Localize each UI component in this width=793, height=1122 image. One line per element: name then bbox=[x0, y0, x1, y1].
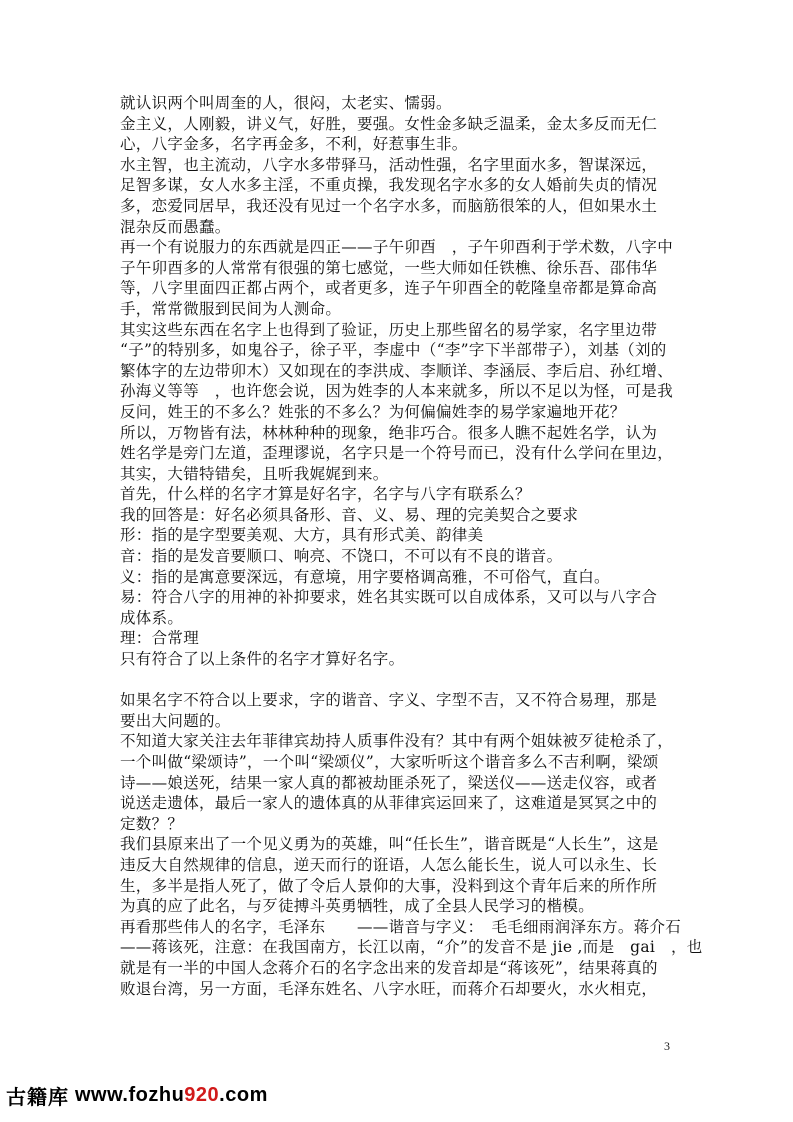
text-line: 诗——娘送死，结果一家人真的都被劫匪杀死了，梁送仪——送走仪容，或者 bbox=[120, 773, 658, 792]
watermark-url-prefix: www.fozhu bbox=[75, 1083, 185, 1106]
text-line: 我们县原来出了一个见义勇为的英雄，叫“任长生”，谐音既是“人长生”，这是 bbox=[120, 835, 659, 854]
site-watermark bbox=[6, 1082, 268, 1108]
text-line: 形：指的是字型要美观、大方，具有形式美、韵律美 bbox=[120, 526, 484, 545]
watermark-url bbox=[75, 1084, 268, 1107]
text-line: 理：合常理 bbox=[120, 629, 200, 648]
text-line: 反问，姓王的不多么？姓张的不多么？为何偏偏姓李的易学家遍地开花？ bbox=[120, 402, 626, 421]
text-line: 水主智，也主流动，八字水多带驿马，活动性强，名字里面水多，智谋深远， bbox=[120, 155, 658, 174]
text-line: 一个叫做“梁颂诗”，一个叫“梁颂仪”，大家听听这个谐音多么不吉利啊，梁颂 bbox=[120, 753, 659, 771]
text-line: 就认识两个叫周奎的人，很闷，太老实、懦弱。 bbox=[120, 94, 452, 112]
text-line: 音：指的是发音要顺口、响亮、不饶口，不可以有不良的谐音。 bbox=[120, 547, 563, 566]
text-line: 足智多谋，女人水多主淫，不重贞操，我发现名字水多的女人婚前失贞的情况 bbox=[120, 176, 658, 195]
text-line: “子”的特别多，如鬼谷子，徐子平，李虚中（“李”字下半部带子），刘基（刘的 bbox=[120, 341, 667, 360]
text-line: 为真的应了此名，与歹徒搏斗英勇牺牲，成了全县人民学习的楷模。 bbox=[120, 897, 595, 916]
text-line: 首先，什么样的名字才算是好名字，名字与八字有联系么？ bbox=[120, 485, 531, 504]
text-line: ——蒋该死，注意：在我国南方，长江以南，“介”的发音不是 jie ,而是 gai ，也 bbox=[120, 938, 703, 957]
text-line: 再一个有说服力的东西就是四正——子午卯酉 ，子午卯酉利于学术数，八字中 bbox=[120, 238, 674, 257]
text-line: 姓名学是旁门左道，歪理谬说，名字只是一个符号而已，没有什么学问在里边， bbox=[120, 444, 674, 463]
document-body bbox=[120, 93, 703, 999]
text-line: 再看那些伟人的名字，毛泽东 ——谐音与字义： 毛毛细雨润泽东方。蒋介石 bbox=[120, 917, 682, 936]
text-line: 多，恋爱同居早，我还没有见过一个名字水多，而脑筋很笨的人，但如果水土 bbox=[120, 196, 658, 215]
text-line: 败退台湾，另一方面，毛泽东姓名、八字水旺，而蒋介石却要火，水火相克， bbox=[120, 979, 658, 998]
text-line: 定数？？ bbox=[120, 814, 184, 833]
text-line: 孙海义等等 ，也许您会说，因为姓李的人本来就多，所以不足以为怪，可是我 bbox=[120, 382, 674, 401]
text-line: 其实，大错特错矣，且听我娓娓到来。 bbox=[120, 464, 389, 483]
text-line: 子午卯酉多的人常常有很强的第七感觉，一些大师如任铁樵、徐乐吾、邵伟华 bbox=[120, 258, 658, 277]
watermark-url-suffix: .com bbox=[219, 1083, 268, 1106]
text-line: 义：指的是寓意要深远，有意境，用字要格调高雅，不可俗气，直白。 bbox=[120, 567, 610, 586]
text-line: 我的回答是：好名必须具备形、音、义、易、理的完美契合之要求 bbox=[120, 505, 579, 524]
text-line: 违反大自然规律的信息，逆天而行的诳语，人怎么能长生，说人可以永生、长 bbox=[120, 855, 658, 874]
text-line: 手，常常微服到民间为人测命。 bbox=[120, 299, 342, 318]
text-line: 生，多半是指人死了，做了令后人景仰的大事，没料到这个青年后来的所作所 bbox=[120, 876, 658, 895]
text-line: 易：符合八字的用神的补抑要求，姓名其实既可以自成体系，又可以与八字合 bbox=[120, 588, 658, 607]
text-line: 繁体字的左边带卯木）又如现在的李洪成、李顺详、李涵辰、李后启、孙红增、 bbox=[120, 361, 674, 380]
text-line: 不知道大家关注去年菲律宾劫持人质事件没有？其中有两个姐妹被歹徒枪杀了， bbox=[120, 732, 674, 751]
page-number: 3 bbox=[664, 1039, 670, 1053]
text-line: 要出大问题的。 bbox=[120, 711, 231, 730]
text-line: 混杂反而愚蠢。 bbox=[120, 217, 231, 236]
text-line: 只有符合了以上条件的名字才算好名字。 bbox=[120, 650, 405, 669]
text-line: 所以，万物皆有法，林林种种的现象，绝非巧合。很多人瞧不起姓名学，认为 bbox=[120, 423, 658, 442]
text-line: 等，八字里面四正都占两个，或者更多，连子午卯酉全的乾隆皇帝都是算命高 bbox=[120, 279, 658, 298]
text-line: 就是有一半的中国人念蒋介石的名字念出来的发音却是“蒋该死”，结果蒋真的 bbox=[120, 958, 658, 977]
blank-line bbox=[120, 670, 680, 691]
text-line: 如果名字不符合以上要求，字的谐音、字义、字型不吉，又不符合易理，那是 bbox=[120, 691, 658, 710]
watermark-brand: 古籍库 bbox=[6, 1086, 69, 1109]
text-line: 说送走遗体，最后一家人的遗体真的从菲律宾运回来了，这难道是冥冥之中的 bbox=[120, 794, 658, 813]
text-line: 心，八字金多，名字再金多，不利，好惹事生非。 bbox=[120, 135, 468, 154]
text-line: 其实这些东西在名字上也得到了验证，历史上那些留名的易学家，名字里边带 bbox=[120, 320, 658, 339]
text-line: 成体系。 bbox=[120, 608, 184, 627]
watermark-url-number: 920 bbox=[184, 1083, 220, 1106]
text-line: 金主义，人刚毅，讲义气，好胜，要强。女性金多缺乏温柔，金太多反而无仁 bbox=[120, 114, 658, 133]
